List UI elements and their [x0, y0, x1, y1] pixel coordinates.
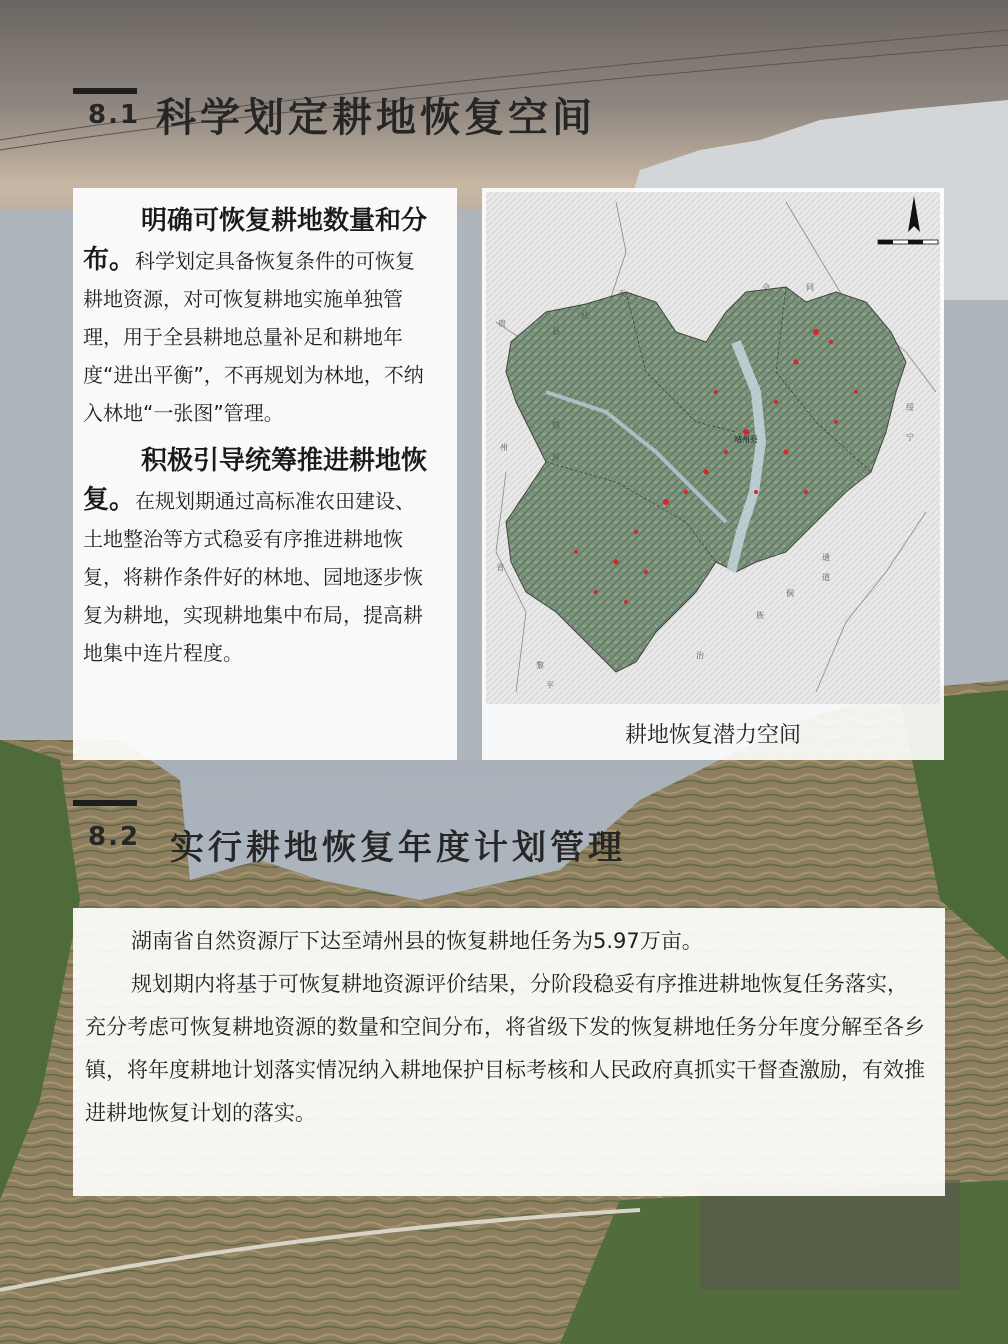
section-1-text-card: [73, 188, 457, 760]
map-label: 族: [756, 611, 764, 620]
map-label: 天: [618, 289, 626, 298]
section-2-title: 实行耕地恢复年度计划管理: [170, 828, 626, 868]
map-label: 治: [696, 651, 704, 660]
map-label: 柱: [581, 311, 589, 320]
plan-paragraph: 规划期内将基于可恢复耕地资源评价结果，分阶段稳妥有序推进耕地恢复任务落实，充分考虑可恢复耕地资源的数量和空间分布，将省级下发的恢复耕地任务分年度分解至各乡镇，将年度耕地计划落实情况纳入耕地保护目标考核和人民政府真抓实干督查激励，有效推进耕地恢复计划的落实。: [85, 972, 925, 1125]
map-label: 省: [496, 563, 504, 572]
section-2-number: 8.2: [88, 822, 141, 852]
body-promote: 在规划期通过高标准农田建设、土地整治等方式稳妥有序推进耕地恢复，将耕作条件好的林地、园地逐步恢复为耕地，实现耕地集中布局，提高耕地集中连片程度。: [83, 489, 423, 665]
map-label: 道: [822, 573, 830, 582]
map-label: 通: [822, 553, 830, 562]
map-label: 屏: [552, 453, 560, 462]
map-label: 平: [546, 681, 554, 690]
map-label: 会: [762, 283, 770, 292]
map-caption: 耕地恢复潜力空间: [624, 723, 801, 748]
map-label: 宁: [906, 433, 914, 442]
map-label: 锦: [552, 421, 560, 430]
map-label: 县: [552, 327, 560, 336]
map-label: 侗: [786, 589, 794, 598]
map-label: 贵: [498, 319, 506, 328]
map-label: 黎: [536, 661, 544, 670]
map-card: [482, 188, 944, 760]
section-1-bar: [73, 88, 137, 94]
map-label: 绥: [906, 403, 914, 412]
map-graphic: [486, 192, 940, 704]
section-1-title: 科学划定耕地恢复空间: [156, 95, 596, 141]
lead-quantity: 明确可恢复耕地数量和分布。: [83, 206, 428, 275]
section-1-number: 8.1: [88, 100, 141, 130]
task-paragraph: 湖南省自然资源厅下达至靖州县的恢复耕地任务为5.97万亩。: [131, 929, 703, 953]
lead-promote: 积极引导统筹推进耕地恢复。: [83, 446, 428, 515]
map-label: 靖州县: [734, 435, 758, 444]
scale-bar: [878, 240, 938, 244]
restoration-potential-map: [486, 192, 940, 704]
paragraph-promote: [83, 442, 433, 672]
body-quantity: 科学划定具备恢复条件的可恢复耕地资源，对可恢复耕地实施单独管理，用于全县耕地总量补足和耕地年度“进出平衡”，不再规划为林地，不纳入林地“一张图”管理。: [83, 249, 424, 425]
map-label: 州: [500, 443, 508, 452]
map-label: 同: [806, 283, 814, 292]
paragraph-quantity: [83, 202, 433, 432]
section-2-bar: [73, 800, 137, 806]
section-2-text-card: [73, 908, 945, 1196]
